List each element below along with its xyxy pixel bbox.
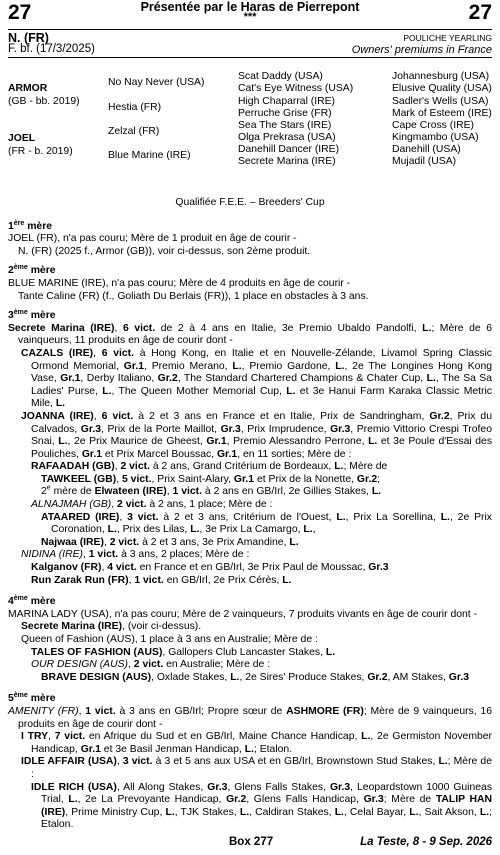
amenity-entry: AMENITY (FR), 1 vict. à 3 ans en GB/Irl; Propre sœur de ASHMORE (FR); Mère de 9 vainqueurs, 16 produits en âge de courir dont -: [8, 705, 492, 730]
dam1-line: JOEL (FR), n'a pas couru; Mère de 1 produit en âge de courir -: [8, 233, 297, 245]
nidina-entry: NIDINA (IRE), 1 vict. à 3 ans, 2 places; Mère de :: [21, 549, 250, 561]
rafaadah-entry: RAFAADAH (GB), 2 vict. à 2 ans, Grand Critérium de Bordeaux, L.; Mère de: [31, 461, 388, 473]
tales-of-fashion-entry: TALES OF FASHION (AUS), Gallopers Club Lancaster Stakes, L.: [31, 646, 336, 658]
alnajmah-entry: ALNAJMAH (GB), 2 vict. à 2 ans, 1 place; Mère de :: [31, 499, 273, 511]
pedigree-gen4: Mark of Esteem (IRE): [392, 108, 492, 119]
lot-number-right: 27: [468, 1, 492, 24]
dam-heading-3: 3ème mère: [8, 309, 56, 322]
pedigree-gen3: Secrete Marina (IRE): [238, 156, 336, 167]
pedigree-gen3: High Chaparral (IRE): [238, 96, 336, 107]
elwateen-entry: 2e mère de Elwateen (IRE), 1 vict. à 2 ans en GB/Irl, 2e Gillies Stakes, L.: [41, 485, 382, 498]
pedigree-gen3: Sea The Stars (IRE): [238, 120, 332, 131]
pedigree-gen4: Johannesburg (USA): [392, 71, 490, 82]
header-rule-bottom: [8, 57, 492, 58]
horse-type: POULICHE YEARLING: [403, 33, 492, 43]
i-try-entry: I TRY, 7 vict. en Afrique du Sud et en GB/Irl, Maine Chance Handicap, L., 2e Germiston November Handicap, Gr.1 et 3e Basil Jenman Handicap, L.; Etalon.: [21, 731, 492, 755]
idle-rich-entry: IDLE RICH (USA), All Along Stakes, Gr.3, Glens Falls Stakes, Gr.3, Leopardstown 1000 Guineas Trial, L., 2e La Prevoyante Handicap, Gr.2, Glens Falls Handicap, Gr.3; Mère de TALIP HAN (IRE), Prime Ministry Cup, L., TJK Stakes, L., Caldiran Stakes, L., Celal Bayar, L., Sait Akson, L.; Etalon.: [31, 781, 493, 831]
pedigree-gen4: Elusive Quality (USA): [392, 83, 492, 94]
box-number: Box 277: [229, 836, 274, 848]
pedigree-gen2: Zelzal (FR): [108, 126, 160, 137]
sale-location-dates: La Teste, 8 - 9 Sep. 2026: [360, 836, 492, 848]
page-footer: [0, 836, 500, 854]
pedigree-gen2: Blue Marine (IRE): [108, 150, 191, 161]
queen-of-fashion-entry: Queen of Fashion (AUS), 1 place à 3 ans en Australie; Mère de :: [21, 634, 318, 645]
catalogue-body: [8, 197, 492, 832]
idle-affair-entry: IDLE AFFAIR (USA), 3 vict. à 3 et 5 ans aux USA et en GB/Irl, Brownstown Stud Stakes, L.; Mère de :: [21, 756, 492, 780]
pedigree-gen4: Mujadil (USA): [392, 156, 457, 167]
brave-design-entry: BRAVE DESIGN (AUS), Oxlade Stakes, L., 2e Sires' Produce Stakes, Gr.2, AM Stakes, Gr.3: [41, 671, 469, 683]
dam-info: (FR - b. 2019): [8, 146, 73, 157]
qualification-note: Qualifiée F.E.E. – Breeders' Cup: [175, 197, 325, 208]
lot-number-left: 27: [8, 1, 32, 24]
dam-name: JOEL: [8, 133, 36, 144]
presenter-title: Présentée par le Haras de Pierrepont: [140, 0, 360, 14]
horse-name: N. (FR): [8, 31, 49, 45]
ataared-entry: ATAARED (IRE), 3 vict. à 2 et 3 ans, Critérium de l'Ouest, L., Prix La Sorellina, L., 2e Prix Coronation, L., Prix des Lilas, L., 3e Prix La Camargo, L.,: [41, 511, 492, 536]
pedigree-gen2: Hestia (FR): [108, 102, 162, 113]
sire-info: (GB - bb. 2019): [8, 96, 80, 107]
horse-info: F. bf. (17/3/2025): [8, 43, 95, 55]
our-design-entry: OUR DESIGN (AUS), 2 vict. en Australie; Mère de :: [31, 659, 271, 671]
pedigree-gen4: Kingmambo (USA): [392, 132, 479, 143]
pedigree-gen4: Sadler's Wells (USA): [392, 96, 489, 107]
dam-heading-1: 1ère mère: [8, 219, 53, 232]
pedigree-gen3: Scat Daddy (USA): [238, 71, 323, 82]
pedigree-gen3: Olga Prekrasa (USA): [238, 132, 336, 143]
cazals-entry: CAZALS (IRE), 6 vict. à Hong Kong, en Italie et en Nouvelle-Zélande, Livamol Spring Classic Ormond Memorial, Gr.1, Premio Merano, L., Premio Gardone, L., 2e The Longines Hong Kong Vase, Gr.1, Derby Italiano, Gr.2, The Standard Chartered Champions & Chater Cup, L., The Sa Sa Ladies' Purse, L., The Queen Mother Memorial Cup, L. et 3e Hanui Farm Karaka Classic Metric Mile, L.: [21, 347, 493, 410]
dam-heading-2: 2ème mère: [8, 264, 56, 277]
pedigree-gen4: Danehill (USA): [392, 144, 461, 155]
tawkeel-entry: TAWKEEL (GB), 5 vict., Prix Saint-Alary, Gr.1 et Prix de la Nonette, Gr.2;: [41, 473, 380, 485]
dam1-produce: N. (FR) (2025 f., Armor (GB)), voir ci-dessus, son 2ème produit.: [18, 245, 311, 257]
owners-premiums: Owners' premiums in France: [351, 44, 492, 56]
sire-name: ARMOR: [8, 83, 48, 94]
pedigree-gen3: Perruche Grise (FR): [238, 108, 332, 119]
pedigree-gen3: Danehill Dancer (IRE): [238, 144, 340, 155]
pedigree-gen3: Cat's Eye Witness (USA): [238, 83, 354, 94]
header-rule-top: [8, 29, 492, 30]
stars: ***: [243, 11, 257, 23]
dam2-produce: Tante Caline (FR) (f., Goliath Du Berlais (FR)), 1 place en obstacles à 3 ans.: [18, 290, 369, 302]
pedigree-gen4: Cape Cross (IRE): [392, 120, 474, 131]
secrete-marina-ref: Secrete Marina (IRE), (voir ci-dessus).: [21, 621, 202, 633]
pedigree-gen2: No Nay Never (USA): [108, 77, 205, 88]
kalganov-entry: Kalganov (FR), 4 vict. en France et en GB/Irl, 3e Prix Paul de Moussac, Gr.3: [31, 562, 389, 574]
joanna-entry: JOANNA (IRE), 6 vict. à 2 et 3 ans en France et en Italie, Prix de Sandringham, Gr.2, Prix du Calvados, Gr.3, Prix de la Porte Maillot, Gr.3, Prix Imprudence, Gr.3, Premio Vittorio Crespi Trofeo Snai, L., 2e Prix Maurice de Gheest, Gr.1, Premio Alessandro Perrone, L. et 3e Poule d'Essai des Pouliches, Gr.1 et Prix Marcel Boussac, Gr.1, en 11 sorties; Mère de :: [21, 410, 493, 460]
najwaa-entry: Najwaa (IRE), 2 vict. à 2 et 3 ans, 3e Prix Amandine, L.: [41, 536, 299, 548]
dam-heading-4: 4ème mère: [8, 595, 56, 608]
dam4-line: MARINA LADY (USA), n'a pas couru; Mère de 2 vainqueurs, 7 produits vivants en âge de courir dont -: [8, 608, 478, 620]
secrete-marina-entry: Secrete Marina (IRE), 6 vict. de 2 à 4 ans en Italie, 3e Premio Ubaldo Pandolfi, L.; Mère de 6 vainqueurs, 11 produits en âge de courir dont -: [8, 322, 492, 347]
dam-heading-5: 5ème mère: [8, 692, 56, 705]
dam2-line: BLUE MARINE (IRE), n'a pas couru; Mère de 4 produits en âge de courir -: [8, 277, 351, 289]
run-zarak-run-entry: Run Zarak Run (FR), 1 vict. en GB/Irl, 2e Prix Cérès, L.: [31, 574, 292, 586]
